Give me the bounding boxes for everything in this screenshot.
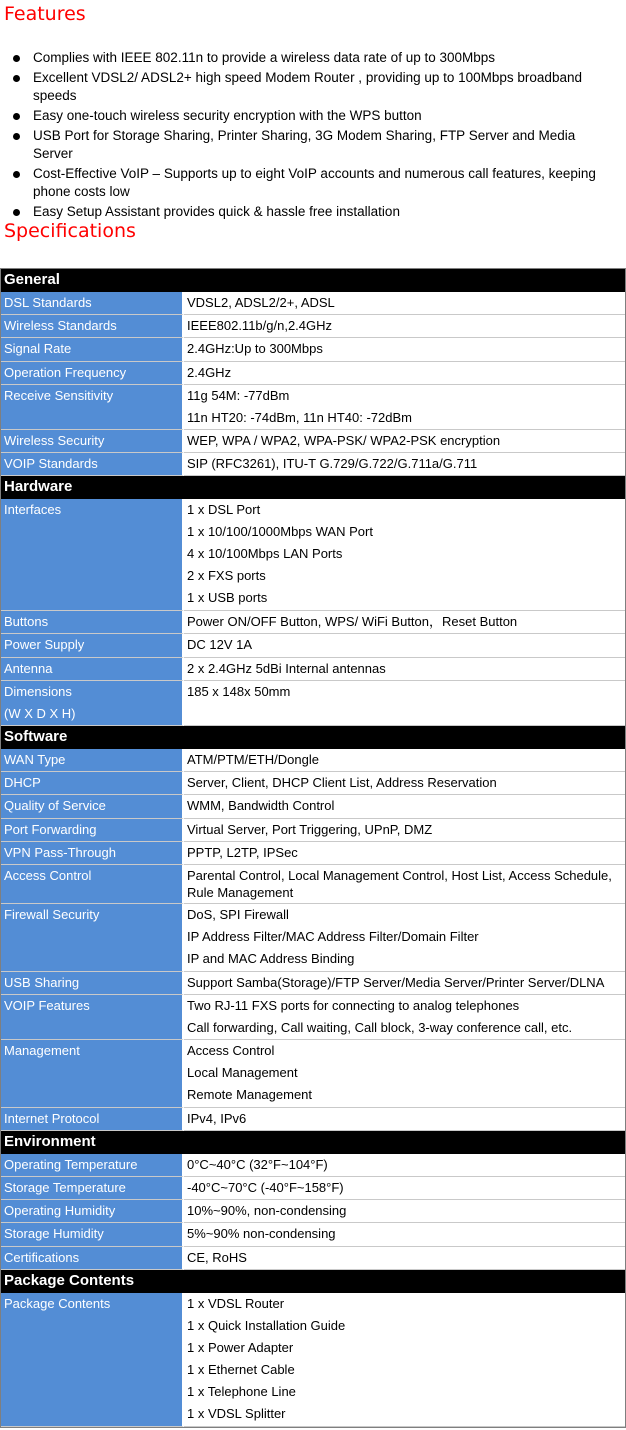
spec-label-line: Antenna: [4, 660, 53, 676]
spec-label: [1, 819, 184, 842]
spec-value-line: 10%~90%, non-condensing: [187, 1203, 347, 1219]
spec-value: [184, 1154, 625, 1177]
spec-value-line: 1 x Quick Installation Guide: [187, 1317, 346, 1333]
section-title: Package Contents: [1, 1270, 625, 1293]
spec-label: [1, 865, 184, 904]
spec-value-line: IPv4, IPv6: [187, 1110, 247, 1126]
spec-label: [1, 1108, 184, 1131]
spec-row-certifications: [1, 1247, 625, 1270]
spec-value: [184, 315, 625, 338]
spec-value-line: 1 x VDSL Splitter: [187, 1405, 286, 1421]
spec-label-line: Operating Humidity: [4, 1203, 116, 1219]
spec-value-line: 0°C~40°C (32°F~104°F): [187, 1156, 328, 1172]
spec-label-line: Storage Temperature: [4, 1180, 126, 1196]
spec-value: [184, 499, 625, 611]
spec-row-buttons: [1, 611, 625, 634]
spec-value-line: SIP (RFC3261), ITU-T G.729/G.722/G.711a/G.711: [187, 456, 478, 472]
feature-text: Easy one-touch wireless security encryption with the WPS button: [33, 108, 422, 123]
spec-value-line: -40°C~70°C (-40°F~158°F): [187, 1180, 344, 1196]
spec-label: [1, 1040, 184, 1108]
spec-label-line: Receive Sensitivity: [4, 387, 114, 403]
spec-label-line: Storage Humidity: [4, 1226, 104, 1242]
feature-item: [0, 69, 622, 105]
feature-item: [0, 49, 622, 67]
feature-text: Complies with IEEE 802.11n to provide a wireless data rate of up to 300Mbps: [33, 50, 496, 65]
spec-label: [1, 1223, 184, 1246]
spec-label: [1, 292, 184, 315]
spec-label: [1, 362, 184, 385]
spec-row-quality-of-service: [1, 795, 625, 818]
section-header-software: [1, 726, 625, 749]
spec-value-line: PPTP, L2TP, IPSec: [187, 844, 298, 860]
spec-value-line: 5%~90% non-condensing: [187, 1226, 336, 1242]
spec-value: [184, 338, 625, 361]
spec-value-line: Local Management: [187, 1065, 298, 1081]
spec-label: [1, 385, 184, 430]
spec-row-management: [1, 1040, 625, 1108]
spec-label-line: Package Contents: [4, 1295, 111, 1311]
spec-row-antenna: [1, 658, 625, 681]
feature-text: USB Port for Storage Sharing, Printer Sharing, 3G Modem Sharing, FTP Server and Media Server: [33, 128, 576, 161]
spec-value-line: 11g 54M: -77dBm: [187, 387, 290, 403]
spec-label-line: WAN Type: [4, 752, 66, 768]
spec-value-line: Virtual Server, Port Triggering, UPnP, DMZ: [187, 821, 433, 837]
spec-label-line: Access Control: [4, 867, 92, 883]
spec-label-line: Wireless Standards: [4, 318, 117, 334]
spec-label: [1, 904, 184, 972]
spec-label-line: Wireless Security: [4, 433, 105, 449]
spec-label-line: Internet Protocol: [4, 1110, 100, 1126]
spec-value-line: IP Address Filter/MAC Address Filter/Domain Filter: [187, 929, 479, 945]
spec-value: [184, 681, 625, 726]
spec-value-line: Two RJ-11 FXS ports for connecting to analog telephones: [187, 997, 520, 1013]
spec-value-line: 1 x DSL Port: [187, 502, 261, 518]
spec-label: [1, 995, 184, 1040]
spec-value-line: 185 x 148x 50mm: [187, 683, 291, 699]
feature-item: [0, 107, 622, 125]
bullet-icon: [13, 133, 20, 140]
spec-value: [184, 772, 625, 795]
spec-label: [1, 1200, 184, 1223]
spec-value: [184, 634, 625, 657]
spec-row-port-forwarding: [1, 819, 625, 842]
spec-label-line: Management: [4, 1043, 80, 1059]
spec-row-receive-sensitivity: [1, 385, 625, 430]
spec-label-line: VOIP Features: [4, 997, 90, 1013]
spec-label-line: DHCP: [4, 775, 41, 791]
section-title: Hardware: [1, 476, 625, 499]
spec-row-access-control: [1, 865, 625, 904]
spec-value: [184, 865, 625, 904]
spec-value-line: IEEE802.11b/g/n,2.4GHz: [187, 318, 333, 334]
section-title: Software: [1, 726, 625, 749]
spec-label-line: VOIP Standards: [4, 456, 98, 472]
spec-value: [184, 362, 625, 385]
spec-value: [184, 904, 625, 972]
spec-value-line: 4 x 10/100Mbps LAN Ports: [187, 546, 343, 562]
spec-value: [184, 819, 625, 842]
spec-row-operating-temperature: [1, 1154, 625, 1177]
spec-label: [1, 681, 184, 726]
spec-label: [1, 1293, 184, 1427]
spec-value-line: 2 x 2.4GHz 5dBi Internal antennas: [187, 660, 386, 676]
features-heading: Features: [4, 3, 86, 25]
spec-value-line: Remote Management: [187, 1087, 313, 1103]
spec-row-storage-humidity: [1, 1223, 625, 1246]
spec-value: [184, 1293, 625, 1427]
spec-row-internet-protocol: [1, 1108, 625, 1131]
spec-value: [184, 1247, 625, 1270]
spec-row-operation-frequency: [1, 362, 625, 385]
spec-value-line: 2 x FXS ports: [187, 568, 266, 584]
spec-row-vpn-pass-through: [1, 842, 625, 865]
spec-label-line: Interfaces: [4, 502, 62, 518]
spec-label: [1, 1247, 184, 1270]
spec-label-line: Operation Frequency: [4, 364, 127, 380]
spec-value: [184, 430, 625, 453]
spec-value-line: 1 x VDSL Router: [187, 1295, 285, 1311]
spec-label-line: Port Forwarding: [4, 821, 97, 837]
spec-value-line: IP and MAC Address Binding: [187, 951, 355, 967]
specifications-heading: Specifications: [4, 220, 136, 242]
spec-row-voip-features: [1, 995, 625, 1040]
spec-value-line: WEP, WPA / WPA2, WPA-PSK/ WPA2-PSK encryption: [187, 433, 501, 449]
spec-label-line: DSL Standards: [4, 295, 92, 310]
spec-value-line: Power ON/OFF Button, WPS/ WiFi Button，Reset Button: [187, 614, 518, 630]
spec-row-wan-type: [1, 749, 625, 772]
spec-value-line: 2.4GHz: [187, 364, 232, 380]
spec-value: [184, 972, 625, 995]
spec-value: [184, 453, 625, 476]
spec-label: [1, 315, 184, 338]
bullet-icon: [13, 171, 20, 178]
spec-value: [184, 842, 625, 865]
section-header-hardware: [1, 476, 625, 499]
spec-label: [1, 453, 184, 476]
bullet-icon: [13, 55, 20, 62]
section-title: General: [1, 269, 625, 292]
spec-row-wireless-standards: [1, 315, 625, 338]
spec-value-line: Access Control: [187, 1043, 275, 1059]
spec-row-interfaces: [1, 499, 625, 611]
spec-value-line: ATM/PTM/ETH/Dongle: [187, 752, 319, 768]
spec-value: [184, 1040, 625, 1108]
bullet-icon: [13, 113, 20, 120]
spec-value: [184, 1223, 625, 1246]
section-header-general: [1, 269, 625, 292]
spec-value-line: DoS, SPI Firewall: [187, 907, 289, 923]
spec-value-line: 1 x Telephone Line: [187, 1383, 296, 1399]
spec-label-line: Dimensions: [4, 683, 72, 699]
spec-label: [1, 842, 184, 865]
spec-value-line: 1 x Power Adapter: [187, 1339, 294, 1355]
bullet-icon: [13, 209, 20, 216]
spec-value: [184, 658, 625, 681]
spec-label-line: USB Sharing: [4, 974, 80, 990]
spec-label: [1, 772, 184, 795]
spec-label-line: Signal Rate: [4, 341, 72, 357]
spec-row-operating-humidity: [1, 1200, 625, 1223]
spec-value: [184, 292, 625, 315]
spec-label: [1, 499, 184, 611]
features-list: [0, 49, 622, 223]
section-header-package-contents: [1, 1270, 625, 1293]
spec-row-usb-sharing: [1, 972, 625, 995]
spec-value-line: WMM, Bandwidth Control: [187, 798, 335, 814]
feature-item: [0, 127, 622, 163]
spec-label-line: Operating Temperature: [4, 1156, 138, 1172]
spec-value-line: 1 x 10/100/1000Mbps WAN Port: [187, 524, 373, 540]
spec-label: [1, 634, 184, 657]
feature-item: [0, 203, 622, 221]
spec-label: [1, 338, 184, 361]
spec-value-line: 1 x Ethernet Cable: [187, 1361, 295, 1377]
spec-value: [184, 995, 625, 1040]
spec-row-dsl-standards: [1, 292, 625, 315]
feature-item: [0, 165, 622, 201]
specifications-table: [0, 268, 626, 1428]
spec-value-line: DC 12V 1A: [187, 637, 253, 653]
spec-value: [184, 1177, 625, 1200]
spec-label-line: Quality of Service: [4, 798, 106, 814]
feature-text: Easy Setup Assistant provides quick & hassle free installation: [33, 204, 400, 219]
feature-text: Excellent VDSL2/ ADSL2+ high speed Modem Router , providing up to 100Mbps broadband speeds: [33, 70, 582, 103]
spec-row-firewall-security: [1, 904, 625, 972]
spec-value-line: VDSL2, ADSL2/2+, ADSL: [187, 295, 335, 310]
spec-value-line: 11n HT20: -74dBm, 11n HT40: -72dBm: [187, 409, 412, 425]
spec-label-line: VPN Pass-Through: [4, 844, 116, 860]
spec-row-power-supply: [1, 634, 625, 657]
spec-value: [184, 749, 625, 772]
spec-row-voip-standards: [1, 453, 625, 476]
spec-value-line: Server, Client, DHCP Client List, Address Reservation: [187, 775, 497, 791]
spec-label: [1, 430, 184, 453]
spec-value-line: CE, RoHS: [187, 1249, 247, 1265]
spec-row-wireless-security: [1, 430, 625, 453]
spec-label: [1, 749, 184, 772]
spec-value: [184, 795, 625, 818]
spec-row-dimensions: [1, 681, 625, 726]
spec-label: [1, 611, 184, 634]
spec-row-signal-rate: [1, 338, 625, 361]
spec-label: [1, 658, 184, 681]
spec-label: [1, 795, 184, 818]
spec-value-line: Support Samba(Storage)/FTP Server/Media Server/Printer Server/DLNA: [187, 974, 605, 990]
spec-label-line: Certifications: [4, 1249, 80, 1265]
feature-text: Cost-Effective VoIP – Supports up to eight VoIP accounts and numerous call features, keeping phone costs low: [33, 166, 596, 199]
spec-label-line: Firewall Security: [4, 907, 100, 923]
spec-value: [184, 385, 625, 430]
section-title: Environment: [1, 1131, 625, 1154]
spec-label-line: (W X D X H): [4, 705, 76, 721]
spec-label-line: Buttons: [4, 614, 49, 630]
spec-label: [1, 1154, 184, 1177]
spec-label-line: Power Supply: [4, 637, 85, 653]
spec-value: [184, 1200, 625, 1223]
spec-row-package-contents: [1, 1293, 625, 1427]
section-header-environment: [1, 1131, 625, 1154]
spec-row-dhcp: [1, 772, 625, 795]
spec-label: [1, 972, 184, 995]
spec-value: [184, 1108, 625, 1131]
spec-value-line: 1 x USB ports: [187, 590, 268, 606]
spec-value-line: Parental Control, Local Management Control, Host List, Access Schedule, Rule Management: [187, 867, 612, 900]
spec-value: [184, 611, 625, 634]
spec-label: [1, 1177, 184, 1200]
spec-value-line: Call forwarding, Call waiting, Call block, 3-way conference call, etc.: [187, 1019, 573, 1035]
spec-row-storage-temperature: [1, 1177, 625, 1200]
spec-value-line: 2.4GHz:Up to 300Mbps: [187, 341, 323, 357]
bullet-icon: [13, 75, 20, 82]
